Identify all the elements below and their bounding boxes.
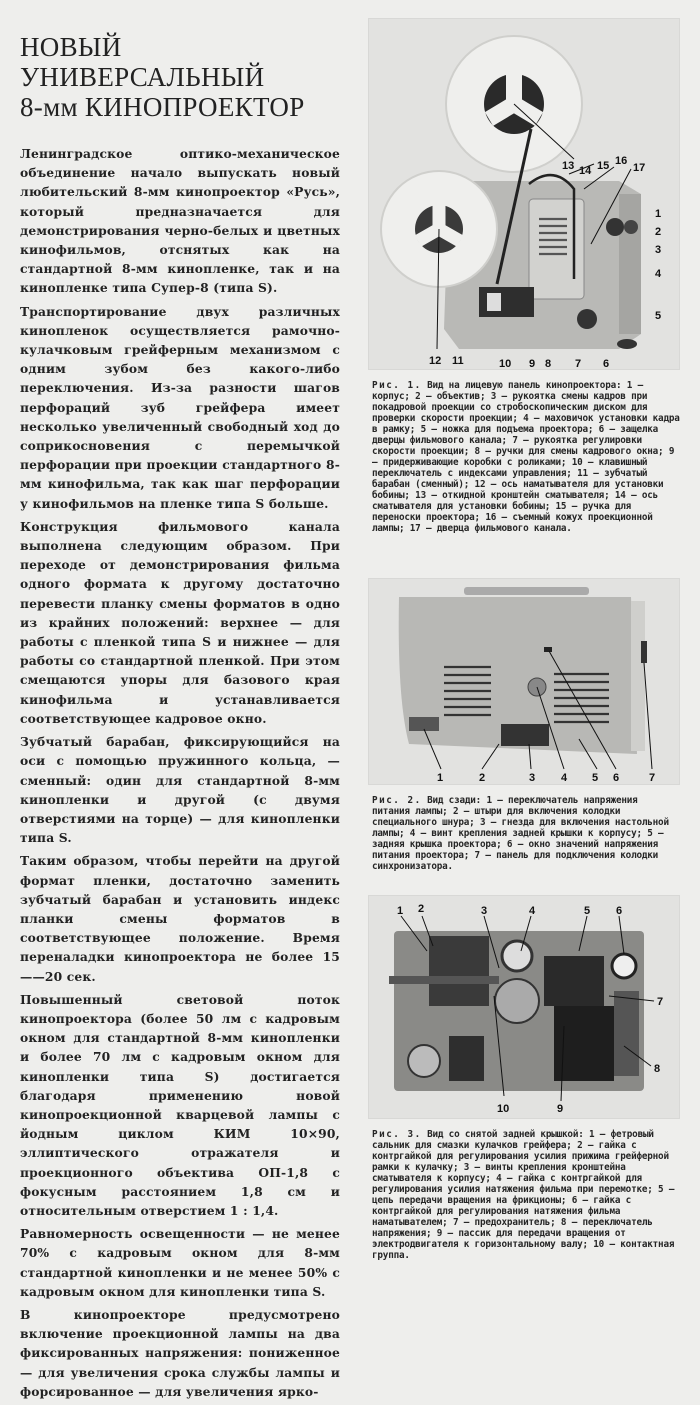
paragraph-uniformity: Равномерность освещенности — не менее 70% с кадровым окном для 8-мм стандартной кинопленки и не менее 50% с кадровым окном для кинопленки типа S. — [20, 1226, 340, 1299]
svg-text:14: 14 — [579, 165, 592, 177]
figure-2-caption — [372, 795, 680, 895]
svg-text:8: 8 — [545, 358, 552, 369]
figure-1-photo — [368, 18, 680, 370]
svg-text:9: 9 — [557, 1103, 564, 1115]
paragraph-transport: Транспортирование двух различных кинопленок осуществляется рамочно-кулачковым грейферным механизмом с одним зубом без какого-либо переключения. Из-за разности шагов перфораций зуб грейфера имеет несколько увеличенный свободный ход до соприкосновения с перемычкой перфорации при проекции стандартного 8-мм кинофильма, так как шаг перфорации у кинофильмов на пленке типа S больше. — [20, 303, 340, 511]
paragraph-light-flux: Повышенный световой поток кинопроектора (более 50 лм с кадровым окном для стандартной 8-мм кинопленки и более 70 лм с кадровым окном для кинопленки типа S) достигается благодаря применению новой кинопроекционной кварцевой лампы с йодным циклом КИМ 10×90, эллиптического отражателя и проекционного объектива ОП-1,8 с фокусным расстоянием 1,8 см и относительным отверстием 1 : 1,4. — [20, 991, 340, 1218]
svg-text:7: 7 — [657, 996, 664, 1008]
projector-rear-view-icon — [369, 579, 679, 784]
svg-text:6: 6 — [603, 358, 610, 369]
svg-text:11: 11 — [452, 355, 464, 367]
figures-column — [368, 18, 680, 1261]
paragraph-format-change: Таким образом, чтобы перейти на другой формат пленки, достаточно заменить зубчатый барабан и установить индекс планки смены форматов в соответствующее положение. Время переналадки кинопроектора не более 15——20 сек. — [20, 853, 340, 984]
svg-text:4: 4 — [529, 905, 536, 917]
svg-text:4: 4 — [655, 268, 662, 280]
svg-text:3: 3 — [655, 244, 662, 256]
figure-1-caption — [372, 380, 680, 578]
title-line-3: 8-мм КИНОПРОЕКТОР — [20, 92, 305, 122]
article-body — [20, 32, 340, 1405]
svg-text:15: 15 — [597, 160, 610, 172]
svg-text:6: 6 — [616, 905, 623, 917]
svg-text:5: 5 — [584, 905, 591, 917]
figure-1-caption-text: Вид на лицевую панель кинопроектора: 1 — корпус; 2 — объектив; 3 — рукоятка смены кадров при покадровой проекции со стробоскопическим диском для проверки скорости проекции; 4 — маховичок установки кадра в рамку; 5 — ножка для подъема проектора; 6 — защелка дверцы фильмового канала; 7 — рукоятка регулировки скорости проекции; 8 — ручки для смены кадрового окна; 9 — придерживающие коробки с роликами; 10 — клавишный переключатель с индексами управления; 11 — зубчатый барабан (сменный); 12 — ось наматывателя для установки бобины; 13 — откидной кронштейн сматывателя; 14 — ось сматывателя для установки бобины; 15 — ручка для переноски проектора; 16 — съемный кожух проекционной лампы; 17 — дверца фильмового канала. — [372, 380, 680, 534]
projector-interior-view-icon — [369, 896, 679, 1118]
svg-text:1: 1 — [397, 905, 404, 917]
svg-text:4: 4 — [561, 772, 568, 784]
figure-3-label: Рис. 3. — [372, 1129, 422, 1140]
svg-text:13: 13 — [562, 160, 575, 172]
paragraph-lamp-voltage: В кинопроекторе предусмотрено включение проекционной лампы на два фиксированных напряжения: пониженное — для увеличения срока службы лампы и форсированное — для увеличения ярко- — [20, 1306, 340, 1399]
figure-2-photo — [368, 578, 680, 785]
figure-3-photo — [368, 895, 680, 1119]
svg-text:10: 10 — [499, 358, 512, 369]
figure-3-caption — [372, 1129, 680, 1261]
article-title — [20, 32, 340, 122]
svg-text:16: 16 — [615, 155, 628, 167]
svg-text:5: 5 — [655, 310, 662, 322]
title-line-2: УНИВЕРСАЛЬНЫЙ — [20, 62, 265, 92]
svg-text:17: 17 — [633, 162, 646, 174]
svg-text:1: 1 — [437, 772, 444, 784]
paragraph-film-channel: Конструкция фильмового канала выполнена следующим образом. При переходе от демонстрирования фильма одного формата к другому достаточно перевести планку смены форматов в одно из крайних положений: верхнее — для работы с пленкой типа S и нижнее — для работы со стандартной пленкой. При этом смещаются упоры для базового края кинофильма и устанавливается соответствующее кадровое окно. — [20, 518, 340, 726]
paragraph-intro: Ленинградское оптико-механическое объединение начало выпускать новый любительский 8-мм кинопроектор «Русь», который предназначается для демонстрирования черно-белых и цветных кинофильмов, отснятых как на стандартной 8-мм кинопленке, так и на кинопленке типа Супер-8 (типа S). — [20, 146, 340, 296]
projector-front-view-icon — [369, 19, 679, 369]
svg-text:1: 1 — [655, 208, 662, 220]
figure-1-label: Рис. 1. — [372, 380, 422, 391]
svg-text:2: 2 — [418, 903, 425, 915]
svg-text:9: 9 — [529, 358, 536, 369]
svg-text:3: 3 — [481, 905, 488, 917]
figure-3-caption-text: Вид со снятой задней крышкой: 1 — фетровый сальник для смазки кулачков грейфера; 2 — гайка с контргайкой для регулирования усилия прижима грейферной рамки к кулачку; 3 — винты крепления кронштейна сматывателя к корпусу; 4 — гайка с контргайкой для регулирования усилия натяжения фильма при перемотке; 5 — цепь передачи вращения на фрикционы; 6 — гайка с контргайкой для регулирования натяжения фильма наматывателем; 7 — предохранитель; 8 — переключатель напряжения; 9 — пассик для передачи вращения от электродвигателя к горизонтальному валу; 10 — контактная группа. — [372, 1129, 675, 1261]
figure-2-caption-text: Вид сзади: 1 — переключатель напряжения питания лампы; 2 — штыри для включения колодки специального шнура; 3 — гнезда для включения настольной лампы; 4 — винт крепления задней крышки к корпусу; 5 — задняя крышка проектора; 6 — окно значений напряжения питания проектора; 7 — панель для подключения колодки синхронизатора. — [372, 795, 669, 872]
svg-text:10: 10 — [497, 1103, 510, 1115]
title-line-1: НОВЫЙ — [20, 32, 122, 62]
svg-text:7: 7 — [575, 358, 582, 369]
figure-2-label: Рис. 2. — [372, 795, 422, 806]
svg-text:5: 5 — [592, 772, 599, 784]
svg-text:7: 7 — [649, 772, 656, 784]
svg-text:6: 6 — [613, 772, 620, 784]
svg-text:2: 2 — [479, 772, 486, 784]
svg-text:8: 8 — [654, 1063, 661, 1075]
svg-text:12: 12 — [429, 355, 442, 367]
svg-text:2: 2 — [655, 226, 662, 238]
paragraph-sprocket: Зубчатый барабан, фиксирующийся на оси с помощью пружинного кольца, — сменный: один для стандартной 8-мм кинопленки и другой (с двумя отверстиями на торце) — для кинопленки типа S. — [20, 734, 340, 846]
svg-text:3: 3 — [529, 772, 536, 784]
